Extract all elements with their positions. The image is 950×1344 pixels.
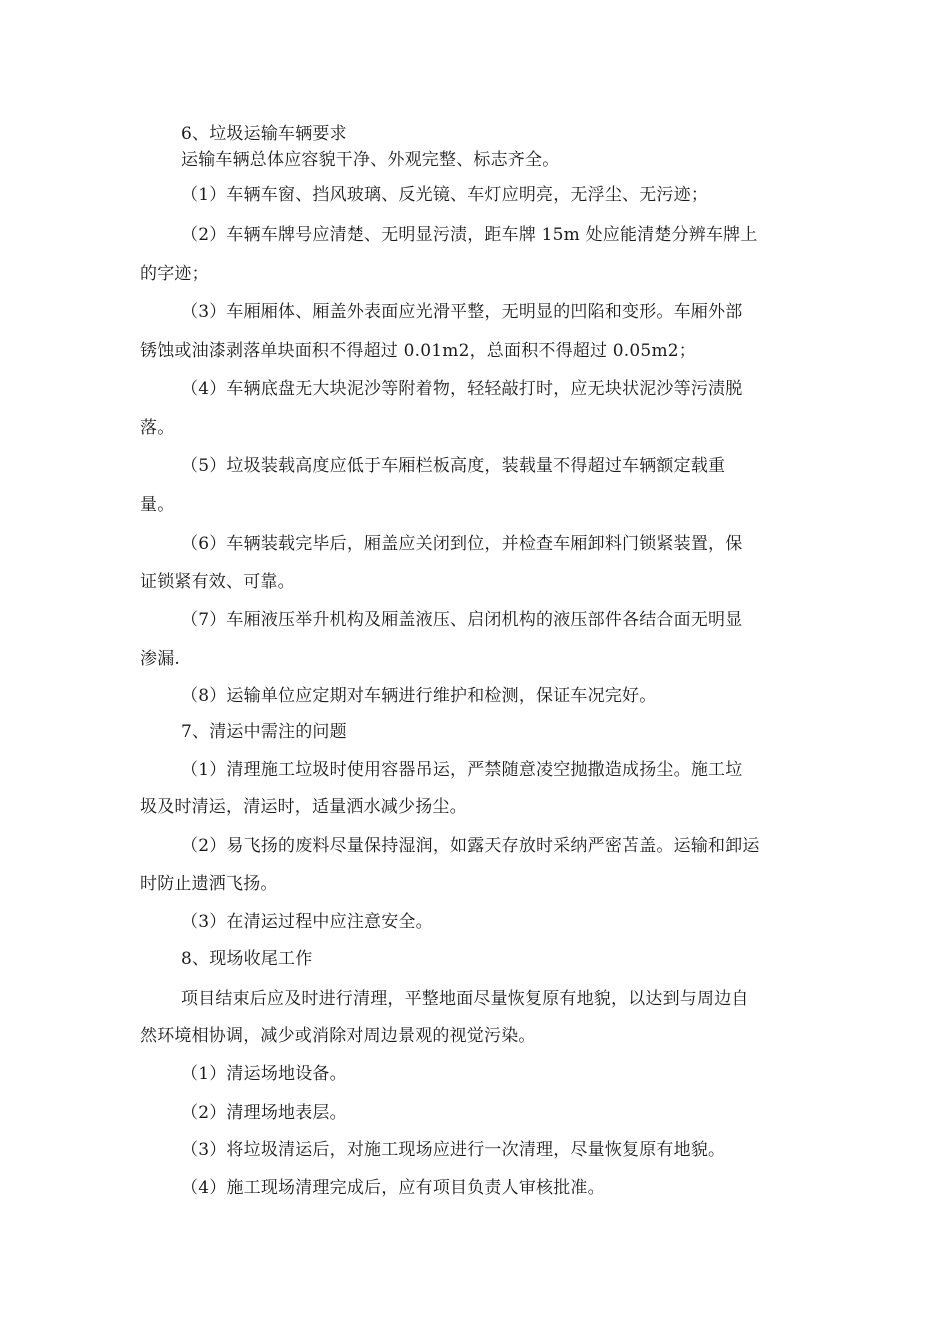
list-item-continuation: 渗漏. xyxy=(140,649,181,669)
list-item-line: （7）车厢液压举升机构及厢盖液压、启闭机构的液压部件各结合面无明显 xyxy=(181,610,743,630)
list-item-line: （1）清运场地设备。 xyxy=(181,1064,347,1084)
list-item-continuation: 锈蚀或油漆剥落单块面积不得超过 0.01m2，总面积不得超过 0.05m2； xyxy=(140,341,696,361)
list-item-continuation: 时防止遗洒飞扬。 xyxy=(140,874,278,894)
paragraph-continuation: 然环境相协调，减少或消除对周边景观的视觉污染。 xyxy=(140,1026,536,1046)
paragraph-line: 项目结束后应及时进行清理，平整地面尽量恢复原有地貌，以达到与周边自 xyxy=(181,989,749,1009)
list-item-continuation: 证锁紧有效、可靠。 xyxy=(140,572,295,592)
list-item-line: （2）车辆车牌号应清楚、无明显污渍，距车牌 15m 处应能清楚分辨车牌上 xyxy=(181,225,758,245)
list-item-line: （1）清理施工垃圾时使用容器吊运，严禁随意凌空抛撒造成扬尘。施工垃 xyxy=(181,760,743,780)
list-item-line: （3）在清运过程中应注意安全。 xyxy=(181,912,433,932)
list-item-line: （3）将垃圾清运后，对施工现场应进行一次清理，尽量恢复原有地貌。 xyxy=(181,1140,726,1160)
list-item-continuation: 落。 xyxy=(140,418,175,438)
list-item-line: （8）运输单位应定期对车辆进行维护和检测，保证车况完好。 xyxy=(181,686,657,706)
heading-site-closeout: 8、现场收尾工作 xyxy=(181,949,313,969)
heading-vehicle-requirements: 6、垃圾运输车辆要求 xyxy=(181,124,347,144)
list-item-line: （2）清理场地表层。 xyxy=(181,1103,347,1123)
list-item-line: （2）易飞扬的废料尽量保持湿润，如露天存放时采纳严密苫盖。运输和卸运 xyxy=(181,836,760,856)
list-item-line: （5）垃圾装载高度应低于车厢栏板高度，装载量不得超过车辆额定载重 xyxy=(181,456,726,476)
list-item-line: （6）车辆装载完毕后，厢盖应关闭到位，并检查车厢卸料门锁紧装置，保 xyxy=(181,534,743,554)
list-item-continuation: 的字迹； xyxy=(140,264,209,284)
list-item-continuation: 圾及时清运，清运时，适量洒水减少扬尘。 xyxy=(140,797,467,817)
list-item-continuation: 量。 xyxy=(140,495,175,515)
list-item-line: （3）车厢厢体、厢盖外表面应光滑平整，无明显的凹陷和变形。车厢外部 xyxy=(181,302,743,322)
list-item-line: （4）车辆底盘无大块泥沙等附着物，轻轻敲打时，应无块状泥沙等污渍脱 xyxy=(181,379,743,399)
paragraph-line: 运输车辆总体应容貌干净、外观完整、标志齐全。 xyxy=(181,150,560,170)
list-item-line: （4）施工现场清理完成后，应有项目负责人审核批准。 xyxy=(181,1178,605,1198)
list-item-line: （1）车辆车窗、挡风玻璃、反光镜、车灯应明亮，无浮尘、无污迹； xyxy=(181,185,709,205)
heading-transport-issues: 7、清运中需注的问题 xyxy=(181,722,347,742)
